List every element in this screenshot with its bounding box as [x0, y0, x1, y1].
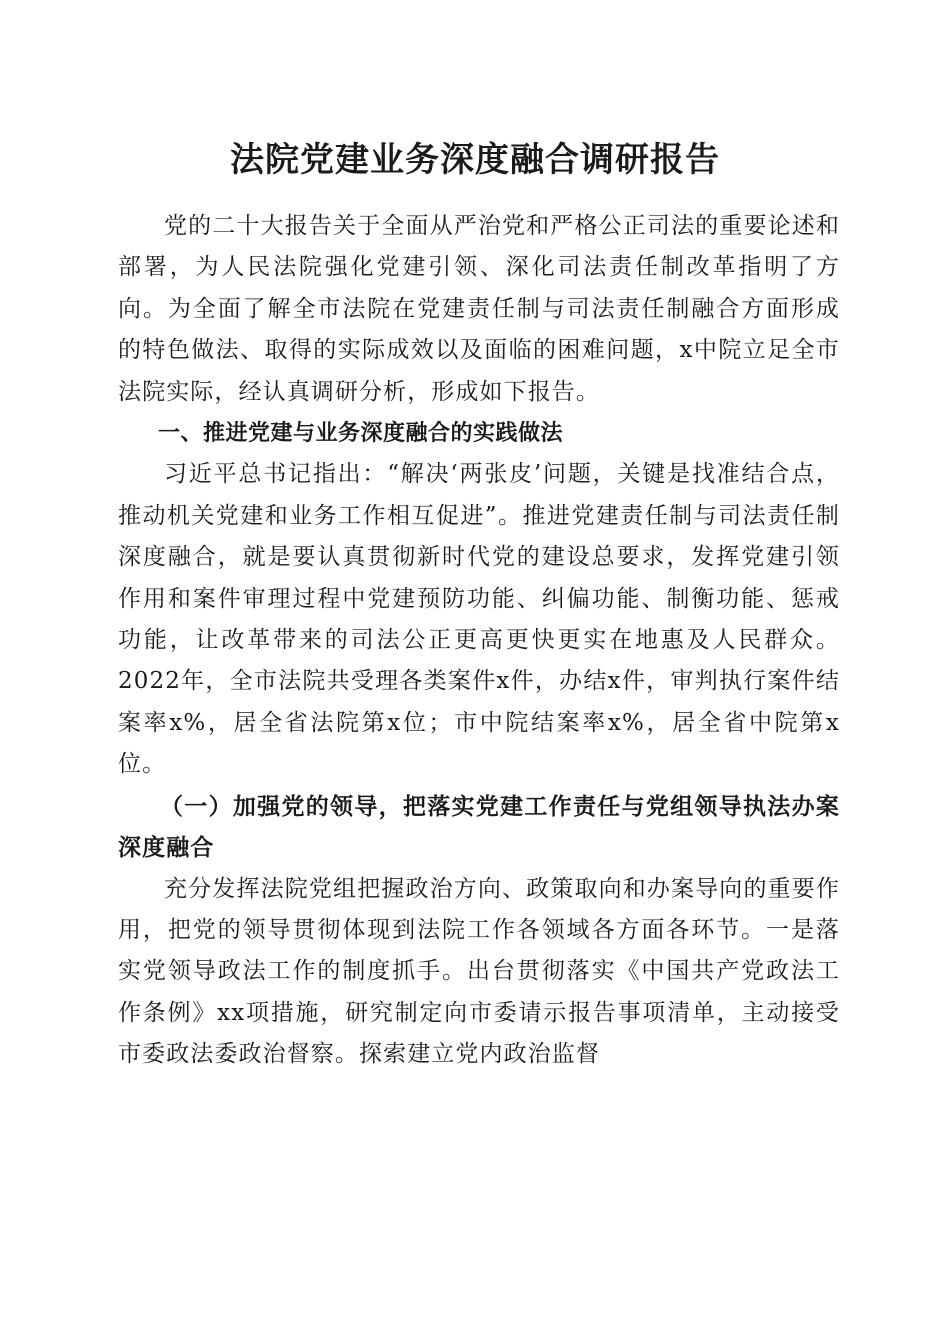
subsection-heading-1: （一）加强党的领导，把落实党建工作责任与党组领导执法办案深度融合 — [118, 792, 840, 862]
document-title: 法院党建业务深度融合调研报告 — [230, 140, 720, 180]
document-body — [118, 206, 840, 1076]
subsection-1-paragraph: 充分发挥法院党组把握政治方向、政策取向和办案导向的重要作用，把党的领导贯彻体现到法院工作各领域各方面各环节。一是落实党领导政法工作的制度抓手。出台贯彻落实《中国共产党政法工作条例》xx项措施，研究制定向市委请示报告事项清单，主动接受市委政法委政治督察。探索建立党内政治监督 — [118, 875, 840, 1068]
intro-paragraph: 党的二十大报告关于全面从严治党和严格公正司法的重要论述和部署，为人民法院强化党建引领、深化司法责任制改革指明了方向。为全面了解全市法院在党建责任制与司法责任制融合方面形成的特色做法、取得的实际成效以及面临的困难问题，x中院立足全市法院实际，经认真调研分析，形成如下报告。 — [118, 213, 840, 405]
section-1-paragraph: 习近平总书记指出：“解决‘两张皮’问题，关键是找准结合点，推动机关党建和业务工作相互促进”。推进党建责任制与司法责任制深度融合，就是要认真贯彻新时代党的建设总要求，发挥党建引领作用和案件审理过程中党建预防功能、纠偏功能、制衡功能、惩戒功能，让改革带来的司法公正更高更快更实在地惠及人民群众。2022年，全市法院共受理各类案件x件，办结x件，审判执行案件结案率x%，居全省法院第x位；市中院结案率x%，居全省中院第x位。 — [118, 461, 840, 778]
section-heading-1: 一、推进党建与业务深度融合的实践做法 — [158, 421, 564, 447]
